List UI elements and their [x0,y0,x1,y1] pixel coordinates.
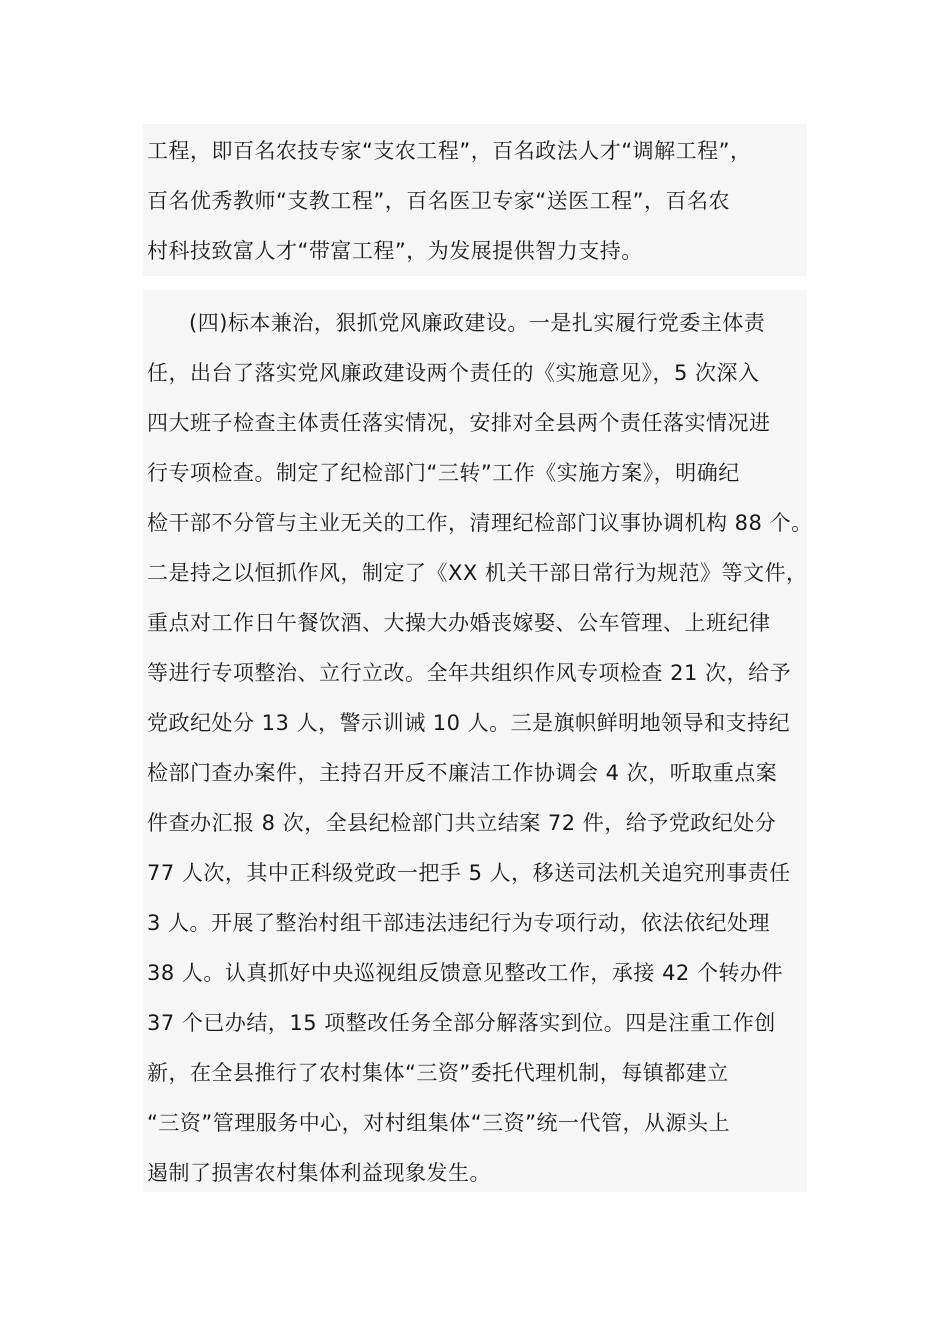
text-line: 检干部不分管与主业无关的工作，清理纪检部门议事协调机构 88 个。 [147,511,813,535]
text-line: 四大班子检查主体责任落实情况，安排对全县两个责任落实情况进 [147,411,771,435]
paragraph-anti-corruption [143,290,813,1192]
text-line: (四)标本兼治，狠抓党风廉政建设。一是扎实履行党委主体责 [189,311,766,335]
text-line: 二是持之以恒抓作风，制定了《XX 机关干部日常行为规范》等文件， [147,561,808,585]
text-line: 37 个已办结，15 项整改任务全部分解落实到位。四是注重工作创 [147,1011,776,1035]
text-line: 遏制了损害农村集体利益现象发生。 [147,1161,491,1185]
text-line: 77 人次，其中正科级党政一把手 5 人，移送司法机关追究刑事责任 [147,861,791,885]
text-line: 3 人。开展了整治村组干部违法违纪行为专项行动，依法依纪处理 [147,911,771,935]
text-line: 重点对工作日午餐饮酒、大操大办婚丧嫁娶、公车管理、上班纪律 [147,611,771,635]
text-line: 党政纪处分 13 人，警示训诫 10 人。三是旗帜鲜明地领导和支持纪 [147,711,791,735]
text-line: 38 人。认真抓好中央巡视组反馈意见整改工作，承接 42 个转办件 [147,961,783,985]
text-line: 行专项检查。制定了纪检部门“三转”工作《实施方案》，明确纪 [147,461,740,485]
text-line: “三资”管理服务中心，对村组集体“三资”统一代管，从源头上 [147,1111,731,1135]
text-line: 百名优秀教师“支教工程”，百名医卫专家“送医工程”，百名农 [147,189,731,213]
text-line: 村科技致富人才“带富工程”，为发展提供智力支持。 [147,239,643,263]
text-line: 等进行专项整治、立行立改。全年共组织作风专项检查 21 次，给予 [147,661,792,685]
text-line: 工程，即百名农技专家“支农工程”，百名政法人才“调解工程”， [147,139,752,163]
paragraph-talent-projects [143,124,807,276]
text-line: 件查办汇报 8 次，全县纪检部门共立结案 72 件，给予党政纪处分 [147,811,777,835]
text-line: 新，在全县推行了农村集体“三资”委托代理机制，每镇都建立 [147,1061,729,1085]
text-line: 任，出台了落实党风廉政建设两个责任的《实施意见》，5 次深入 [147,361,760,385]
text-line: 检部门查办案件，主持召开反不廉洁工作协调会 4 次，听取重点案 [147,761,778,785]
